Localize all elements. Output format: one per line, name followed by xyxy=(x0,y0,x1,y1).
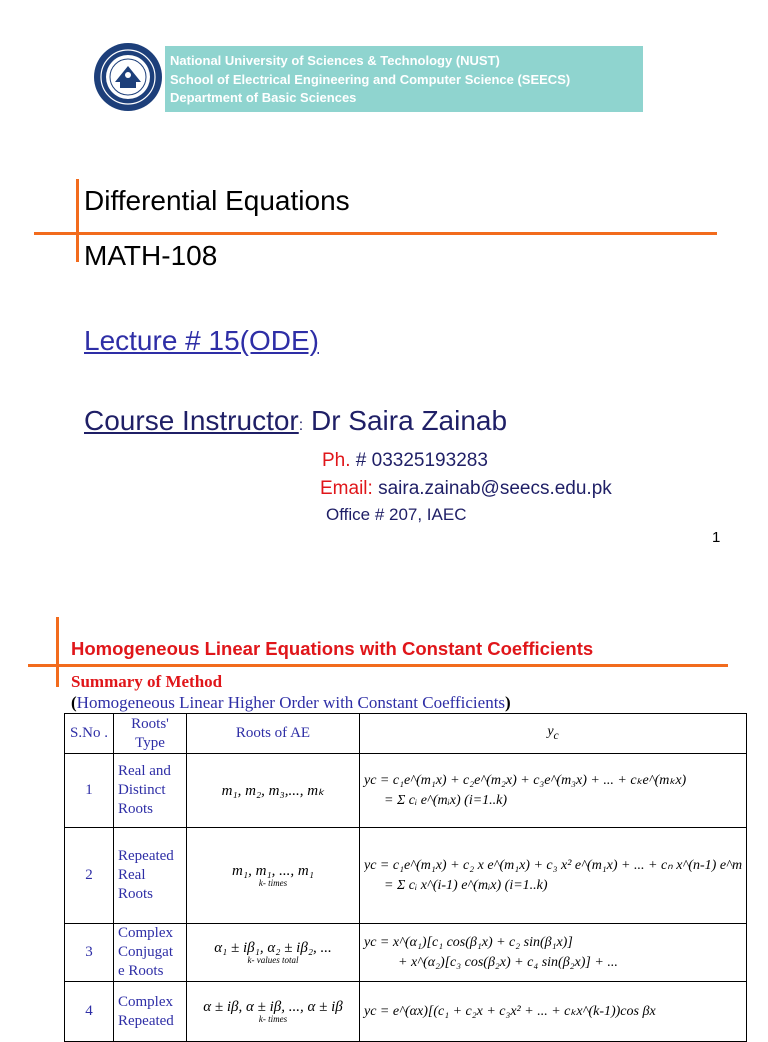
row4-type: Complex Repeated xyxy=(114,982,187,1042)
header-yc xyxy=(360,714,747,754)
row1-type: Real and Distinct Roots xyxy=(114,754,187,828)
lecture-link[interactable]: Lecture # 15(ODE) xyxy=(84,325,319,356)
phone-value: # 03325193283 xyxy=(350,450,488,471)
subtitle-text: Homogeneous Linear Higher Order with Constant Coefficients xyxy=(76,693,506,712)
subtitle-open-paren: ( xyxy=(71,693,77,712)
header-y: y xyxy=(547,723,554,739)
row2-roots xyxy=(187,828,360,924)
institution-name: National University of Sciences & Technology (NUST) xyxy=(170,53,500,68)
table-row xyxy=(65,924,747,982)
header-c-sub: c xyxy=(553,728,559,742)
institution-header xyxy=(165,46,643,112)
summary-heading: Summary of Method xyxy=(71,672,223,691)
header-roots-ae: Roots of AE xyxy=(187,714,360,754)
row4-yc-line1: yc = e^(αx)[(c₁ + c₂x + c₃x² + ... + cₖx^(k-1))cos βx xyxy=(364,1003,656,1019)
page-number: 1 xyxy=(712,529,721,546)
department-name: Department of Basic Sciences xyxy=(170,90,357,105)
table-row xyxy=(65,754,747,828)
row4-roots-value: α ± iβ, α ± iβ, ..., α ± iβ xyxy=(203,999,343,1015)
table-header-row xyxy=(65,714,747,754)
row3-yc xyxy=(360,924,747,982)
orange-vertical-divider-2 xyxy=(56,617,59,687)
row1-sno: 1 xyxy=(65,754,114,828)
course-code: MATH-108 xyxy=(84,240,218,271)
row3-sno: 3 xyxy=(65,924,114,982)
row2-sno: 2 xyxy=(65,828,114,924)
instructor-label: Course Instructor xyxy=(84,405,299,436)
row4-yc xyxy=(360,982,747,1042)
row4-roots xyxy=(187,982,360,1042)
row3-type: Complex Conjugat e Roots xyxy=(114,924,187,982)
row4-roots-note: k- times xyxy=(258,1014,288,1024)
phone-line xyxy=(322,450,488,472)
row3-yc-line1: yc = x^(α₁)[c₁ cos(β₁x) + c₂ sin(β₁x)] xyxy=(364,934,573,950)
row3-yc-line2: + x^(α₂)[c₃ cos(β₂x) + c₄ sin(β₂x)] + ... xyxy=(398,954,618,970)
orange-horizontal-divider-2 xyxy=(28,664,728,667)
header-roots-type: Roots' Type xyxy=(114,714,187,754)
row1-yc-line1: yc = c₁e^(m₁x) + c₂e^(m₂x) + c₃e^(m₃x) + ... + cₖe^(mₖx) xyxy=(364,772,687,788)
email-line xyxy=(320,478,612,500)
subtitle-close-paren: ) xyxy=(505,693,511,712)
row1-yc-line2: = Σ cᵢ e^(mᵢx) (i=1..k) xyxy=(384,792,508,808)
row4-sno: 4 xyxy=(65,982,114,1042)
row2-yc-line1: yc = c₁e^(m₁x) + c₂ x e^(m₁x) + c₃ x² e^(m₁x) + ... + cₙ x^(n-1) e^m xyxy=(364,857,743,873)
university-logo xyxy=(93,42,163,112)
orange-vertical-divider xyxy=(76,179,79,262)
section-title: Homogeneous Linear Equations with Constant Coefficients xyxy=(71,638,594,659)
row2-roots-note: k- times xyxy=(258,878,288,888)
table-row xyxy=(65,828,747,924)
row2-type: Repeated Real Roots xyxy=(114,828,187,924)
course-title: Differential Equations xyxy=(84,185,350,216)
instructor-colon: : xyxy=(298,417,304,434)
email-value[interactable]: saira.zainab@seecs.edu.pk xyxy=(372,478,612,499)
school-name: School of Electrical Engineering and Computer Science (SEECS) xyxy=(170,72,571,87)
summary-subtitle xyxy=(71,693,511,713)
email-label: Email: xyxy=(320,478,373,499)
row3-roots-value: α₁ ± iβ₁, α₂ ± iβ₂, ... xyxy=(214,940,332,956)
method-summary-table xyxy=(64,713,747,1042)
row1-yc xyxy=(360,754,747,828)
office-info: Office # 207, IAEC xyxy=(326,505,467,524)
orange-horizontal-divider xyxy=(34,232,717,235)
instructor-line xyxy=(84,405,507,437)
row1-roots: m₁, m₂, m₃,..., mₖ xyxy=(187,754,360,828)
row2-yc xyxy=(360,828,747,924)
row2-roots-value: m₁, m₁, ..., m₁ xyxy=(232,863,314,879)
phone-label: Ph. xyxy=(322,450,351,471)
instructor-name: Dr Saira Zainab xyxy=(303,405,508,436)
table-row xyxy=(65,982,747,1042)
row3-roots-note: k- values total xyxy=(247,955,299,965)
header-sno: S.No . xyxy=(65,714,114,754)
row2-yc-line2: = Σ cᵢ x^(i-1) e^(mᵢx) (i=1..k) xyxy=(384,877,548,893)
row3-roots xyxy=(187,924,360,982)
